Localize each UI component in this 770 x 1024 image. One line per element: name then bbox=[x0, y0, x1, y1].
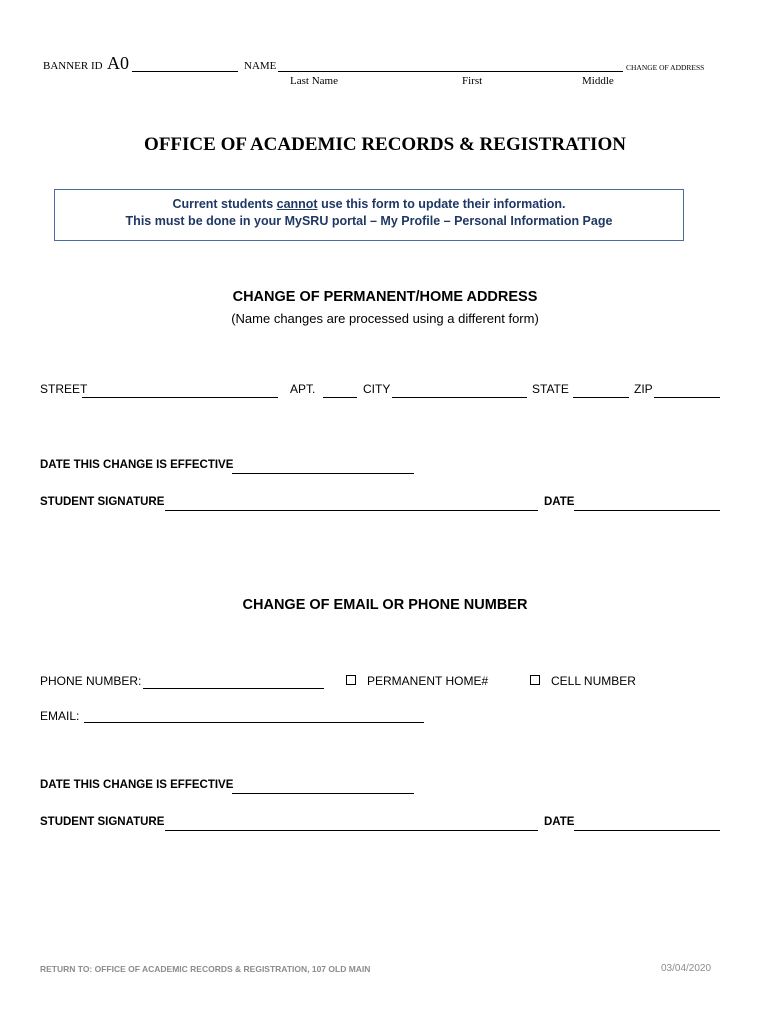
page-title: OFFICE OF ACADEMIC RECORDS & REGISTRATION bbox=[144, 134, 626, 155]
banner-id-label: BANNER ID bbox=[43, 60, 103, 72]
cell-number-label: CELL NUMBER bbox=[551, 674, 636, 688]
contact-date-field[interactable] bbox=[574, 830, 720, 831]
notice-line-1 bbox=[55, 197, 683, 211]
address-signature-field[interactable] bbox=[165, 510, 538, 511]
contact-section-heading: CHANGE OF EMAIL OR PHONE NUMBER bbox=[242, 597, 528, 613]
address-section-subheading: (Name changes are processed using a different form) bbox=[231, 311, 539, 326]
contact-signature-field[interactable] bbox=[165, 830, 538, 831]
first-name-caption: First bbox=[462, 75, 483, 87]
state-field[interactable] bbox=[573, 397, 629, 398]
address-date-field[interactable] bbox=[574, 510, 720, 511]
contact-date-label: DATE bbox=[544, 816, 575, 828]
notice-box bbox=[54, 189, 684, 241]
street-field[interactable] bbox=[82, 397, 278, 398]
banner-id-prefix: A0 bbox=[107, 53, 129, 73]
name-field[interactable] bbox=[278, 71, 623, 72]
apt-label: APT. bbox=[290, 382, 316, 396]
permanent-home-label: PERMANENT HOME# bbox=[367, 674, 489, 688]
contact-effective-date-field[interactable] bbox=[232, 793, 414, 794]
return-to-footer: RETURN TO: OFFICE OF ACADEMIC RECORDS & REGISTRATION, 107 OLD MAIN bbox=[40, 964, 371, 974]
state-label: STATE bbox=[532, 382, 569, 396]
address-date-label: DATE bbox=[544, 496, 575, 508]
city-label: CITY bbox=[363, 382, 391, 396]
street-label: STREET bbox=[40, 382, 88, 396]
address-section-heading: CHANGE OF PERMANENT/HOME ADDRESS bbox=[232, 289, 538, 305]
apt-field[interactable] bbox=[323, 397, 357, 398]
contact-signature-label: STUDENT SIGNATURE bbox=[40, 816, 165, 828]
notice-text-pre: Current students bbox=[172, 197, 277, 211]
form-tag: CHANGE OF ADDRESS bbox=[626, 63, 705, 72]
form-date-footer: 03/04/2020 bbox=[661, 963, 712, 974]
address-effective-date-field[interactable] bbox=[232, 473, 414, 474]
email-field[interactable] bbox=[84, 722, 424, 723]
notice-text-post: use this form to update their information. bbox=[317, 197, 566, 211]
phone-number-field[interactable] bbox=[143, 688, 324, 689]
cell-number-checkbox[interactable] bbox=[530, 675, 540, 685]
banner-id-field[interactable] bbox=[132, 71, 238, 72]
zip-label: ZIP bbox=[634, 382, 653, 396]
email-label: EMAIL: bbox=[40, 709, 80, 723]
address-effective-date-label: DATE THIS CHANGE IS EFFECTIVE bbox=[40, 459, 234, 471]
middle-name-caption: Middle bbox=[582, 75, 614, 87]
contact-effective-date-label: DATE THIS CHANGE IS EFFECTIVE bbox=[40, 779, 234, 791]
notice-line-2: This must be done in your MySRU portal – My Profile – Personal Information Page bbox=[125, 214, 613, 228]
permanent-home-checkbox[interactable] bbox=[346, 675, 356, 685]
notice-emphasis: cannot bbox=[276, 197, 318, 211]
zip-field[interactable] bbox=[654, 397, 720, 398]
phone-number-label: PHONE NUMBER: bbox=[40, 674, 142, 688]
address-signature-label: STUDENT SIGNATURE bbox=[40, 496, 165, 508]
city-field[interactable] bbox=[392, 397, 527, 398]
last-name-caption: Last Name bbox=[290, 75, 338, 87]
name-label: NAME bbox=[244, 60, 277, 72]
